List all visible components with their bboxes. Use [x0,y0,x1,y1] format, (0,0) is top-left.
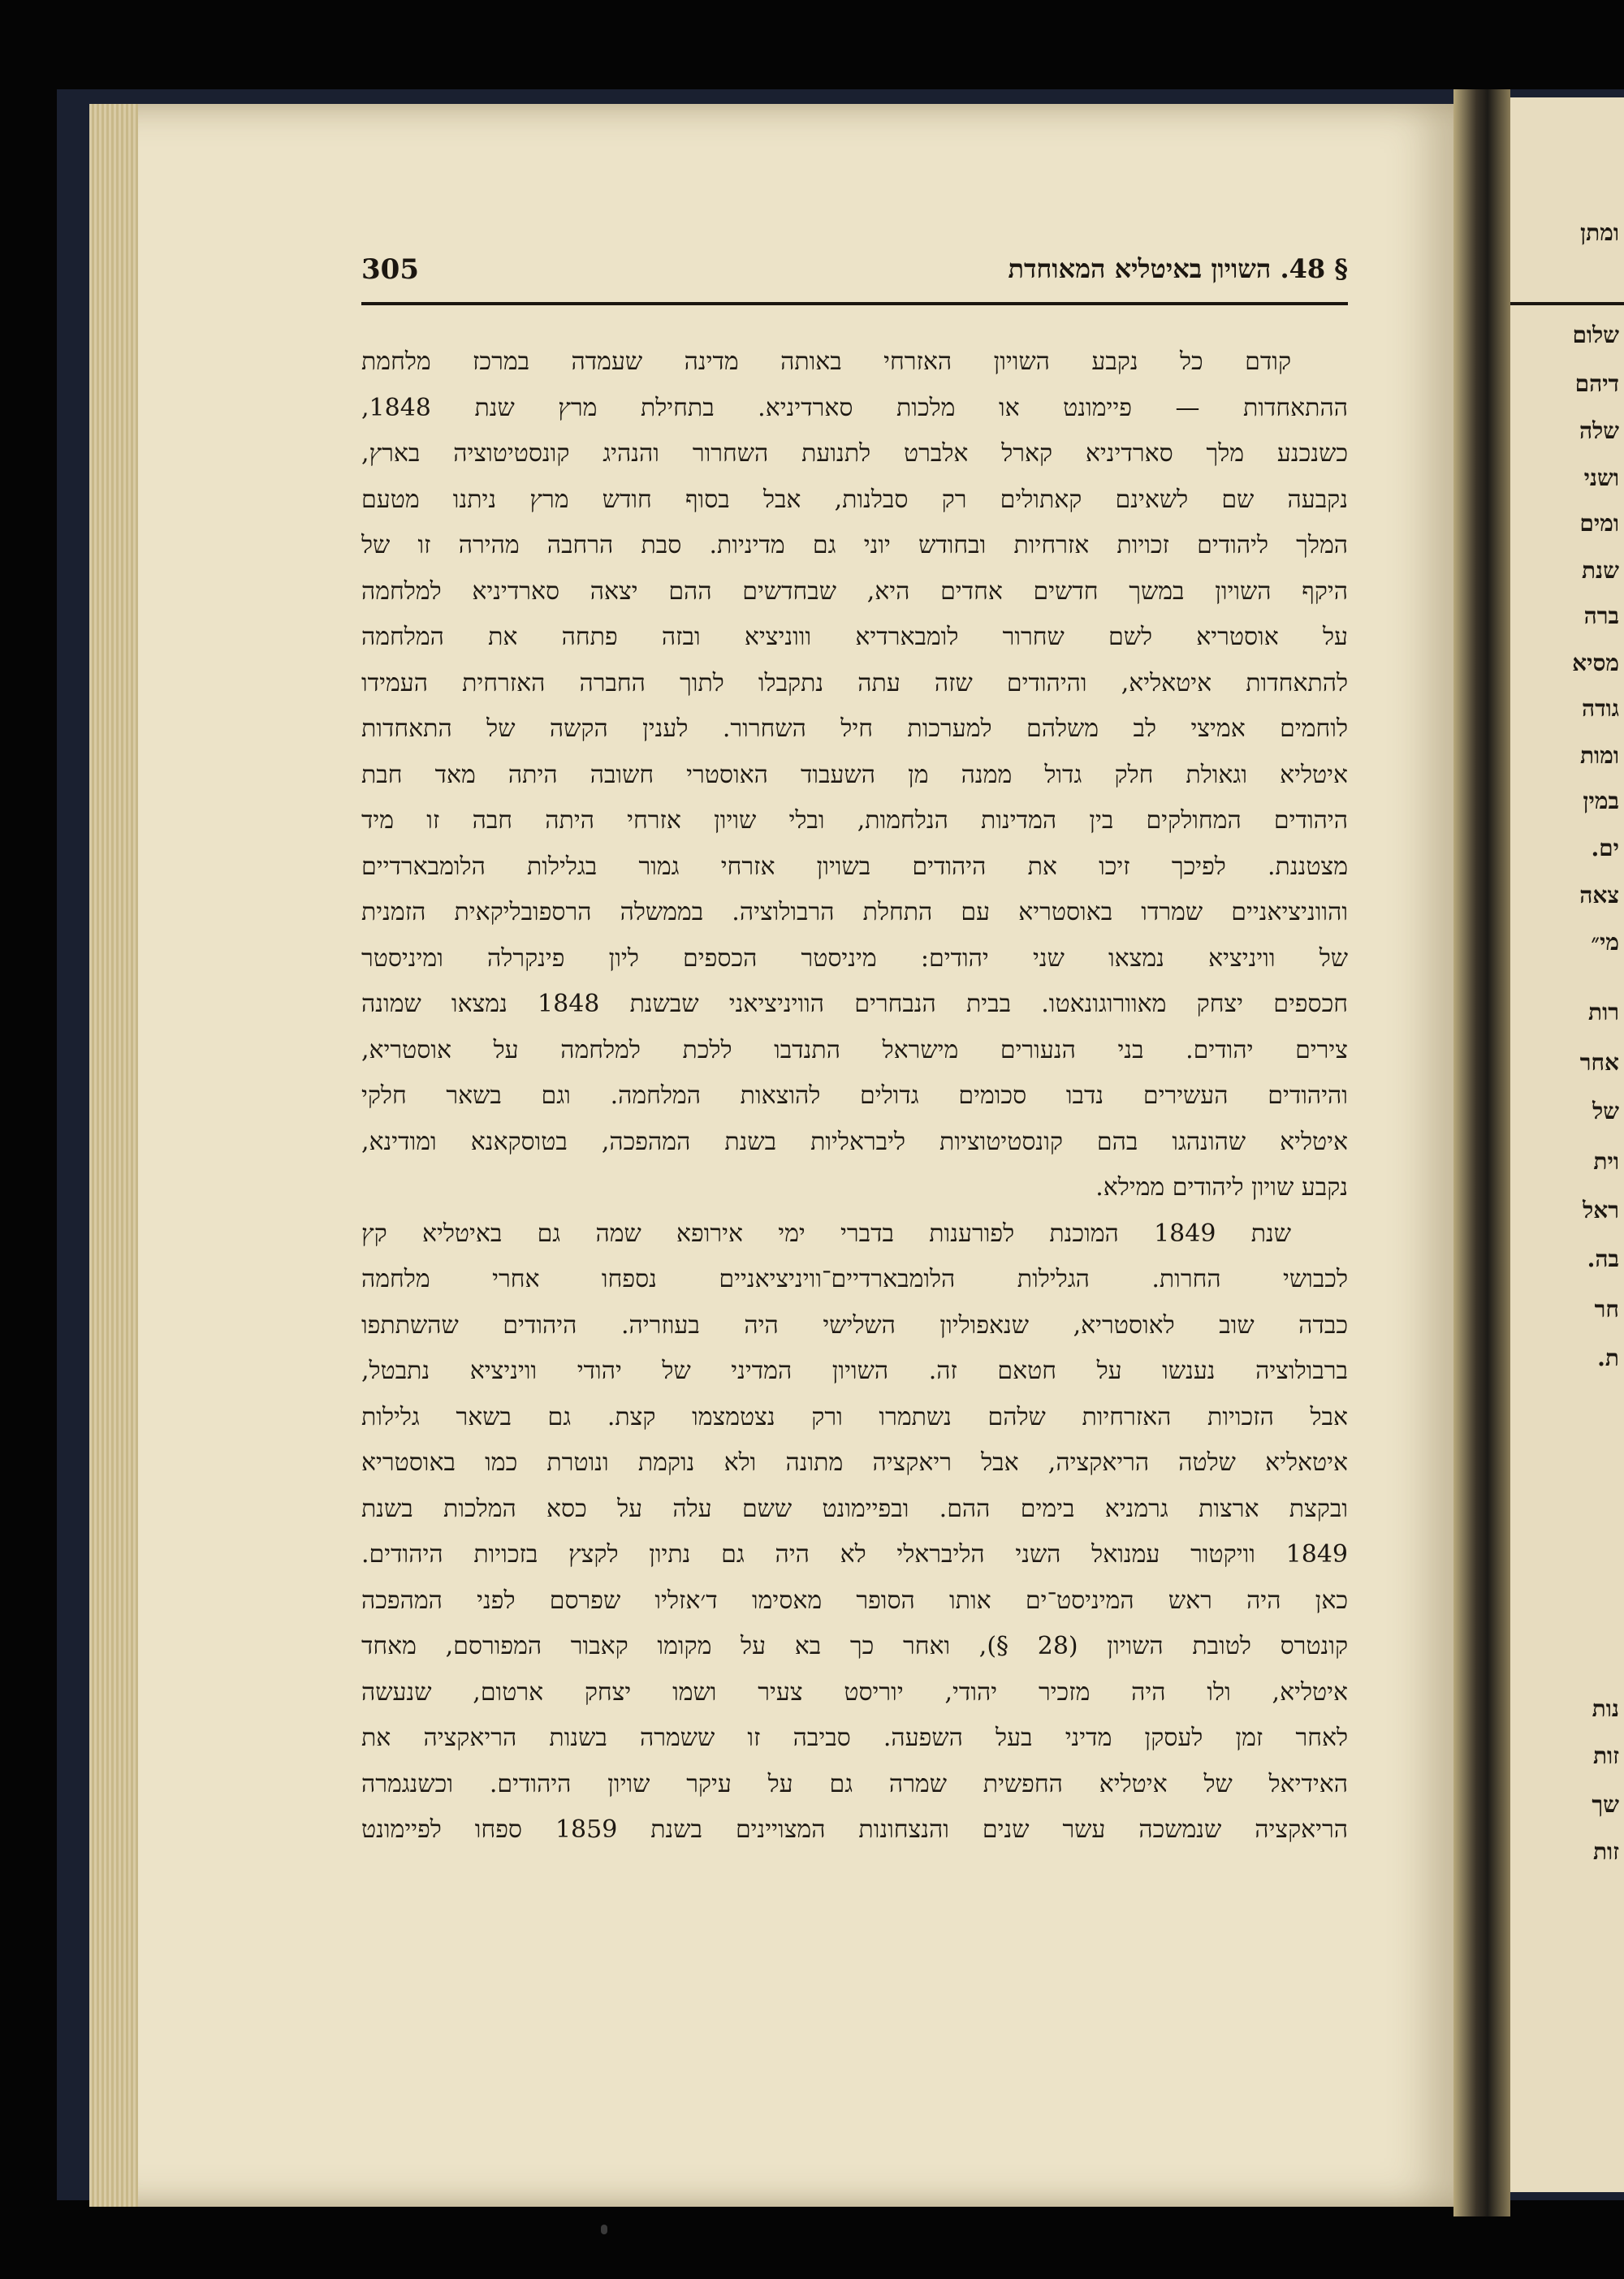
text-line: על אוסטריא לשם שחרור לומבארדיא וווניציא ובזה פתחה את המלחמה [361,623,1348,651]
page-number: 305 [361,253,419,286]
text-line: לאחר זמן לעסקן מדיני בעל השפעה. סביבה זו ששמרה בשנות הריאקציה את [361,1724,1348,1752]
facing-page-fragment: שלה [1579,417,1619,444]
facing-page-rule [1510,302,1624,305]
text-line: אבל הזכויות האזרחיות שלהם נשתמרו ורק נצטמצמו קצת. גם בשאר גלילות [361,1402,1348,1431]
facing-page-fragment: שנת [1581,557,1619,584]
facing-page-fragment: מי״ [1591,929,1619,956]
facing-page-fragment: שלום [1572,322,1619,348]
facing-page-fragment: ומים [1579,510,1619,537]
text-line: כשנכנע מלך סארדיניא קארל אלברט לתנועת השחרור והנהיג קונסטיטוציה בארץ, [361,439,1348,468]
facing-page-fragment: זות [1592,1838,1619,1865]
facing-page-fragment: אחר [1579,1049,1619,1076]
text-line: נקבע שויון ליהודים ממילא. [1095,1173,1348,1202]
text-line: שנת 1849 המוכנת לפורענות בדברי ימי אירופא שמה גם באיטליא קץ [361,1219,1291,1248]
text-line: ובקצת ארצות גרמניא בימים ההם. ובפיימונט ששם עלה על כסא המלכות בשנת [361,1494,1348,1523]
text-line: מצטננת. לפיכך זיכו את היהודים בשויון אזרחי גמור בגלילות הלומבארדיים [361,852,1348,881]
facing-page-fragment: מסיא [1572,650,1619,676]
text-line: והווניציאניים שמרדו באוסטריא עם התחלת הרבולוציה. בממשלה הרספובליקאית הזמנית [361,898,1348,926]
header-rule [361,302,1348,305]
body-text [361,339,1348,1854]
text-line: לוחמים אמיצי לב משלהם למערכות חיל השחרור. לענין הקשה של התאחדות [361,714,1348,743]
text-line: הריאקציה שנמשכה עשר שנים והנצחונות המצויינים בשנת 1859 ספחו לפיימונט [361,1815,1348,1844]
text-line: האידיאל של איטליא החפשית שמרה גם על עיקר שויון היהודים. וכשנגמרה [361,1769,1348,1798]
facing-page-fragment: גודה [1582,695,1619,722]
facing-page-fragment: דיהם [1574,370,1619,397]
text-line: היקף השויון במשך חדשים אחדים היא, שבחדשים ההם יצאה סארדיניא למלחמה [361,576,1348,606]
text-line: לכבושי החרות. הגלילות הלומבארדיים־וויניציאניים נספחו אחרי מלחמה [361,1265,1348,1293]
page-edges [89,104,138,2207]
facing-page-fragment: במין [1583,788,1619,814]
text-line: של וויניציא נמצאו שני יהודים: מיניסטר הכספים ליון פינקרלה ומיניסטר [361,943,1348,973]
text-line: קודם כל נקבע השויון האזרחי באותה מדינה שעמדה במרכז מלחמת [361,347,1291,376]
facing-page-fragment: נות [1592,1695,1619,1722]
text-line: ההתאחדות — פיימונט או מלכות סארדיניא. בתחילת מרץ שנת 1848, [361,393,1348,422]
facing-page-fragment: ת. [1597,1345,1619,1371]
facing-page-fragment: ים. [1591,835,1619,861]
facing-page-fragment: ושני [1583,464,1619,491]
facing-page-fragment: ומות [1579,742,1619,769]
facing-page-fragment: בה. [1587,1245,1619,1272]
text-line: היהודים המחולקים בין המדינות הנלחמות, ובלי שויון אזרחי היתה חבה זו מיד [361,806,1348,835]
running-title: § 48. השויון באיטליא המאוחדת [1008,253,1348,284]
facing-page [1510,97,1624,2192]
facing-page-fragment: ברה [1583,602,1619,629]
text-line: חכספים יצחק מאוורוגונאטו. בבית הנבחרים הוויניציאני שבשנת 1848 נמצאו שמונה [361,990,1348,1018]
facing-page-fragment: של [1592,1098,1619,1124]
text-line: 1849 וויקטור עמנואל השני הליבראלי לא היה גם נתיון לקצץ בזכויות היהודים. [361,1540,1348,1569]
facing-page-fragment: ראל [1583,1197,1619,1224]
text-line: צירים יהודים. בני הנעורים מישראל התנדבו ללכת למלחמה על אוסטריא, [361,1035,1348,1064]
facing-page-fragment: ומתן [1580,219,1619,246]
text-line: נקבעה שם לשאינם קאתולים רק סבלנות, אבל בסוף חודש מרץ ניתנו מטעם [361,485,1348,514]
facing-page-fragment: זות [1592,1742,1619,1769]
facing-page-fragment: שך [1592,1791,1619,1818]
text-line: המלך ליהודים זכויות אזרחיות ובחודש יוני גם מדיניות. סבת הרחבה מהירה זו של [361,531,1348,559]
text-line: כאן היה ראש המיניסט־ים אותו הסופר מאסימו ד׳אזליו שפרסם לפני המהפכה [361,1586,1348,1615]
facing-page-fragment: רות [1588,999,1619,1025]
text-line: איטליא שהונהגו בהם קונסטיטוציות ליבראליות בשנת המהפכה, בטוסקאנא ומודינא, [361,1127,1348,1156]
text-line: להתאחדות איטאליא, והיהודים שזה עתה נתקבלו לתוך החברה האזרחית העמידו [361,668,1348,697]
text-line: ברבולוציה נענשו על חטאם זה. השויון המדיני של יהודי וויניציא נתבטל, [361,1357,1348,1385]
text-line: כבדה שוב לאוסטריא, שנאפוליון השלישי היה בעוזריה. היהודים שהשתתפו [361,1310,1348,1340]
facing-page-fragment: וית [1593,1148,1619,1175]
page-speck [601,2225,607,2234]
text-line: איטליא וגאולת חלק גדול ממנה מן השעבוד האוסטרי חשובה היתה מאד חבת [361,760,1348,789]
text-line: קונטרס לטובת השויון (28 §), ואחר כך בא על מקומו קאבור המפורסם, מאחד [361,1632,1348,1660]
book-gutter [1453,89,1510,2216]
text-line: איטליא, ולו היה מזכיר יהודי, יוריסט צעיר ושמו יצחק ארטום, שנעשה [361,1677,1348,1707]
text-line: איטאליא שלטה הריאקציה, אבל ריאקציה מתונה ולא נוקמת ונוטרת כמו באוסטריא [361,1448,1348,1477]
page-header [361,253,1348,294]
text-line: והיהודים העשירים נדבו סכומים גדולים להוצאות המלחמה. וגם בשאר חלקי [361,1081,1348,1110]
facing-page-fragment: חר [1594,1296,1619,1323]
facing-page-fragment: צאה [1579,882,1619,909]
